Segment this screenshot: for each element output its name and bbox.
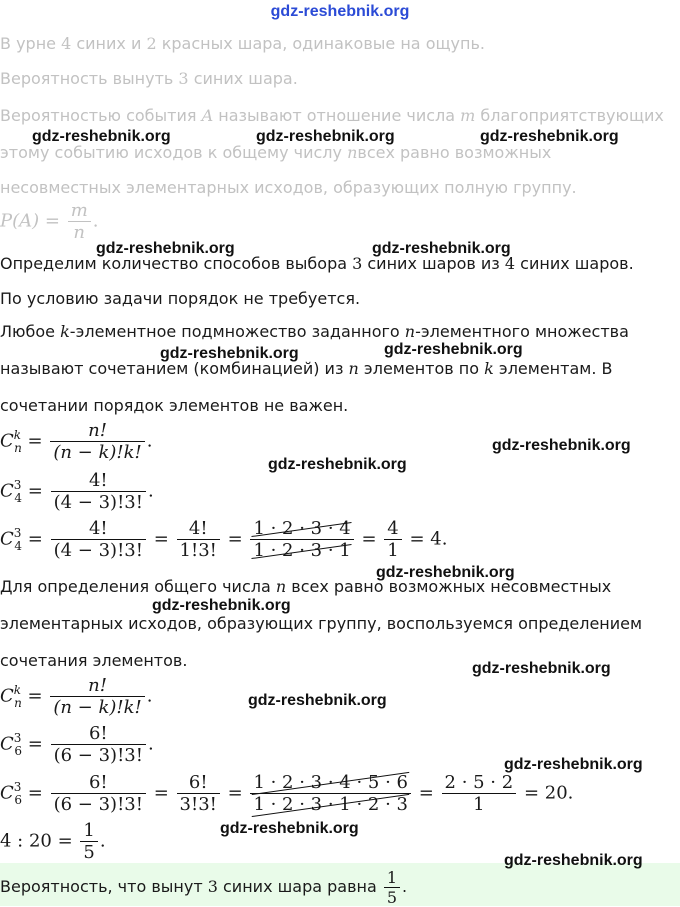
answer-text: Вероятность, что вынут 3 синих шара равна $\frac{1}{5}$ . bbox=[0, 868, 408, 907]
watermark: gdz-reshebnik.org bbox=[32, 128, 171, 145]
fraction: $\frac{6!}{3!3!}$ bbox=[177, 772, 220, 815]
watermark: gdz-reshebnik.org bbox=[492, 437, 631, 454]
watermark: gdz-reshebnik.org bbox=[384, 341, 523, 358]
paragraph-definition-2: называют сочетанием (комбинацией) из n элементов по k элементам. В bbox=[0, 359, 613, 378]
condition-line-3: Вероятностью события A называют отношение числа m благоприятствующих bbox=[0, 106, 664, 125]
fraction: $\frac{4}{1}$ bbox=[384, 518, 401, 561]
probability-formula: P(A) = $\frac{m}{n}$ . bbox=[0, 200, 99, 243]
watermark: gdz-reshebnik.org bbox=[220, 820, 359, 837]
watermark: gdz-reshebnik.org bbox=[268, 456, 407, 473]
paragraph-total-3: сочетания элементов. bbox=[0, 651, 188, 670]
fraction: $\frac{2 \cdot 5 \cdot 2}{1}$ bbox=[442, 772, 517, 815]
paragraph-choice: Определим количество способов выбора 3 синих шаров из 4 синих шаров. bbox=[0, 254, 634, 273]
paragraph-definition-3: сочетании порядок элементов не важен. bbox=[0, 396, 349, 415]
paragraph-order: По условию задачи порядок не требуется. bbox=[0, 289, 361, 308]
watermark: gdz-reshebnik.org bbox=[376, 564, 515, 581]
fraction: $\frac{4!}{(4 - 3)!3!}$ bbox=[51, 518, 146, 561]
watermark: gdz-reshebnik.org bbox=[504, 852, 643, 869]
combination-calc-6-3: $C^3_6$ = $\frac{6!}{(6 - 3)!3!}$ = $\frac{6!}{3!3!}$ = $\frac{1 \cdot 2 \cdot 3 \cdot 4 \cdot 5 \cdot 6}{1 \cdot 2 \cdot 3 \cdot 1 \cdot 2 \cdot 3}$ = $\frac{2 \cdot 5 \cdot 2}{1}$ = 20. bbox=[0, 772, 574, 815]
fraction: $\frac{6!}{(6 - 3)!3!}$ bbox=[51, 772, 146, 815]
watermark: gdz-reshebnik.org bbox=[256, 128, 395, 145]
paragraph-total-1: Для определения общего числа n всех равно возможных несовместных bbox=[0, 577, 612, 596]
fraction-cancelled: $\frac{1 \cdot 2 \cdot 3 \cdot 4}{1 \cdot 2 \cdot 3 \cdot 1}$ bbox=[250, 518, 353, 561]
combination-calc-4-3: $C^3_4$ = $\frac{4!}{(4 - 3)!3!}$ = $\frac{4!}{1!3!}$ = $\frac{1 \cdot 2 \cdot 3 \cdot 4}{1 \cdot 2 \cdot 3 \cdot 1}$ = $\frac{4}{1}$ = 4. bbox=[0, 518, 448, 561]
combination-formula-general: $C^k_n$ = $\frac{n!}{(n - k)!k!}$ . bbox=[0, 420, 153, 463]
watermark: gdz-reshebnik.org bbox=[152, 597, 291, 614]
fraction: $\frac{n!}{(n - k)!k!}$ bbox=[50, 675, 144, 718]
watermark: gdz-reshebnik.org bbox=[472, 660, 611, 677]
fraction: $\frac{1}{5}$ bbox=[384, 868, 400, 907]
watermark: gdz-reshebnik.org bbox=[248, 692, 387, 709]
watermark: gdz-reshebnik.org bbox=[96, 240, 235, 257]
combination-formula-6-3: $C^3_6$ = $\frac{6!}{(6 - 3)!3!}$ . bbox=[0, 723, 154, 766]
fraction: $\frac{n!}{(n - k)!k!}$ bbox=[50, 420, 144, 463]
fraction: $\frac{6!}{(6 - 3)!3!}$ bbox=[51, 723, 146, 766]
paragraph-total-2: элементарных исходов, образующих группу, воспользуемся определением bbox=[0, 614, 643, 633]
combination-formula-4-3: $C^3_4$ = $\frac{4!}{(4 - 3)!3!}$ . bbox=[0, 470, 154, 513]
condition-line-5: несовместных элементарных исходов, образующих полную группу. bbox=[0, 178, 577, 197]
fraction: $\frac{1}{5}$ bbox=[80, 820, 97, 863]
combination-formula-general-2: $C^k_n$ = $\frac{n!}{(n - k)!k!}$ . bbox=[0, 675, 153, 718]
paragraph-definition-1: Любое k-элементное подмножество заданного n-элементного множества bbox=[0, 322, 629, 341]
watermark: gdz-reshebnik.org bbox=[372, 240, 511, 257]
site-link[interactable]: gdz-reshebnik.org bbox=[270, 3, 410, 20]
watermark: gdz-reshebnik.org bbox=[160, 345, 299, 362]
fraction: $\frac{4!}{(4 - 3)!3!}$ bbox=[51, 470, 146, 513]
fraction: $\frac{4!}{1!3!}$ bbox=[177, 518, 220, 561]
fraction: $\frac{m}{n}$ bbox=[68, 200, 91, 243]
watermark: gdz-reshebnik.org bbox=[504, 756, 643, 773]
watermark: gdz-reshebnik.org bbox=[480, 128, 619, 145]
condition-line-4: этому событию исходов к общему числу nвсех равно возможных bbox=[0, 143, 552, 162]
condition-line-1: В урне 4 синих и 2 красных шара, одинаковые на ощупь. bbox=[0, 34, 485, 53]
ratio-formula: 4 : 20 = $\frac{1}{5}$ . bbox=[0, 820, 106, 863]
condition-line-2: Вероятность вынуть 3 синих шара. bbox=[0, 69, 298, 88]
fraction-cancelled: $\frac{1 \cdot 2 \cdot 3 \cdot 4 \cdot 5 \cdot 6}{1 \cdot 2 \cdot 3 \cdot 1 \cdot 2 \cdot 3}$ bbox=[250, 772, 411, 815]
